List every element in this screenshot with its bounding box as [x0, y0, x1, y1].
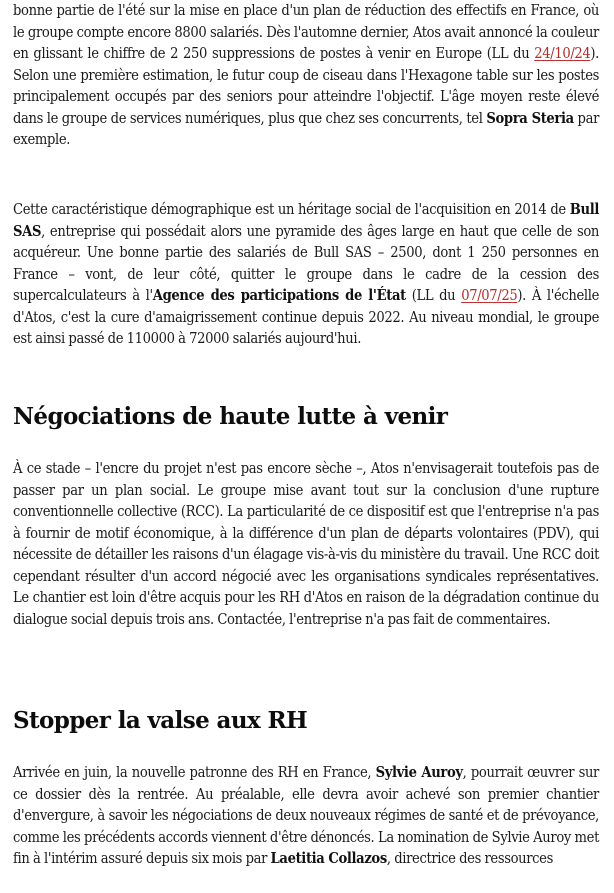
text: par exemple. [13, 109, 600, 148]
text: ). À l'échelle d'Atos, c'est la cure d'amaigrissement continue depuis 2022. Au niveau mondial, le groupe est ainsi passé de 110000 à 72000 salariés aujourd'hui. [13, 287, 600, 347]
text: , pourrait œuvrer sur ce dossier dès la rentrée. Au préalable, elle devra avoir achevé son premier chantier d'envergure, à savoir les négociations de deux nouveaux régimes de santé et de prévoyance, comme les précédents accords viennent d'être dénoncés. La nomination de Sylvie Auroy met fin à l'intérim assuré depuis six mois par [13, 764, 599, 867]
text: , directrice des ressources [386, 850, 553, 867]
person-laetitia-collazos: Laetitia Collazos [270, 850, 387, 867]
text: Arrivée en juin, la nouvelle patronne des RH en France, [13, 764, 376, 781]
text: bonne partie de l'été sur la mise en place d'un plan de réduction des effectifs en France, où le groupe compte encore 8800 salariés. Dès l'automne dernier, Atos avait annoncé la couleur en glissant le chiffre de 2 250 suppressions de postes à venir en Europe (LL du [13, 2, 599, 62]
paragraph-effectifs [13, 0, 599, 151]
paragraph-bull-sas [13, 199, 599, 350]
link-ll-07-07-25[interactable]: 07/07/25 [461, 287, 518, 304]
text: ). Selon une première estimation, le futur coup de ciseau dans l'Hexagone table sur les postes principalement occupés par des seniors pour atteindre l'objectif. L'âge moyen reste élevé dans le groupe de services numériques, plus que chez ses concurrents, tel [13, 45, 599, 127]
text: , entreprise qui possédait alors une pyramide des âges large en haut que celle de son acquéreur. Une bonne partie des salariés de Bull SAS – 2500, dont 1 250 personnes en France – vont, de leur côté, quitter le groupe dans le cadre de la cession des supercalculateurs à l' [13, 222, 599, 304]
text: (LL du [405, 287, 462, 304]
company-bull-sas: Bull SAS [13, 201, 599, 240]
text: Cette caractéristique démographique est un héritage social de l'acquisition en 2014 de [13, 201, 570, 218]
company-sopra-steria: Sopra Steria [486, 109, 574, 127]
person-sylvie-auroy: Sylvie Auroy [375, 764, 463, 781]
section-heading-negociations: Négociations de haute lutte à venir [13, 403, 448, 430]
org-agence-participations-etat: Agence des participations de l'État [152, 287, 406, 304]
section-heading-rh: Stopper la valse aux RH [13, 707, 308, 734]
paragraph-rcc: À ce stade – l'encre du projet n'est pas encore sèche –, Atos n'envisagerait toutefois pas de passer par un plan social. Le groupe mise avant tout sur la conclusion d'une rupture conventionnelle collective (RCC). La particularité de ce dispositif est que l'entreprise n'a pas à fournir de motif économique, à la différence d'un plan de départs volontaires (PDV), qui nécessite de détailler les raisons d'un élagage vis-à-vis du ministère du travail. Une RCC doit cependant résulter d'un accord négocié avec les organisations syndicales représentatives. Le chantier est loin d'être acquis pour les RH d'Atos en raison de la dégradation continue du dialogue social depuis trois ans. Contactée, l'entreprise n'a pas fait de commentaires. [13, 460, 599, 628]
link-ll-24-10-24[interactable]: 24/10/24 [534, 45, 591, 62]
paragraph-sylvie-auroy [13, 762, 599, 870]
